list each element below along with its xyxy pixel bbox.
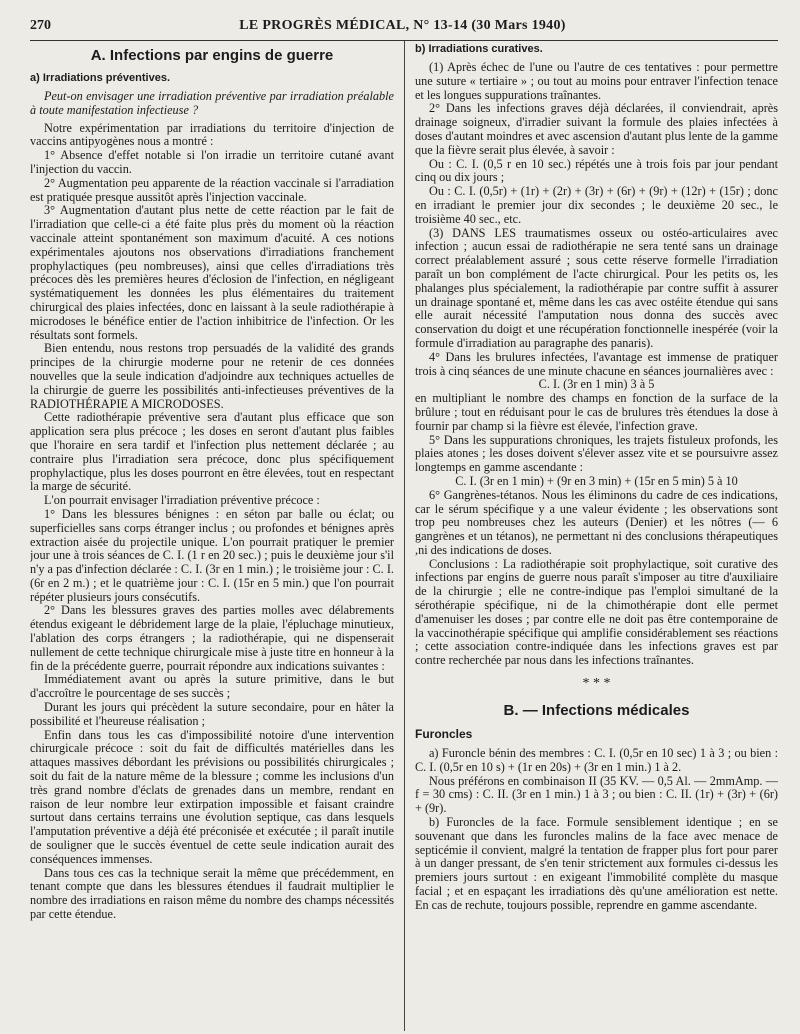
paragraph: 3° Augmentation d'autant plus nette de cette réaction par le fait de l'irradiation que celle-ci a été faite plus près du moment où la réaction vaccinale atteint spontanément son maximum d'acuité. A ces notions expérimentales ajoutons nos observations d'irradiations franchement prophylactiques (peu nombreuses), ainsi que celles d'irradiations très précoces dès les premières heures d'éclosion de l'infection, en négligeant systématiquement les données les plus élémentaires du traitement chirurgical des plaies infectées, donc en laissant à la seule radiothérapie à microdoses le bénéfice entier de l'action inhibitrice de l'infection. Or les résultats sont formels.	[30, 203, 394, 342]
two-column-body	[30, 41, 778, 1031]
paragraph: a) Furoncle bénin des membres : C. I. (0,5r en 10 sec) 1 à 3 ; ou bien : C. I. (0,5r en 10 s) + (1r en 20s) + (3r en 1 min.) 1 à 2.	[415, 746, 778, 774]
paragraph: 4° Dans les brulures infectées, l'avantage est immense de pratiquer trois à cinq séances de une minute chacune en séances journalières avec :	[415, 349, 778, 378]
dose-formula: Ou : C. I. (0,5 r en 10 sec.) répétés une à trois fois par jour pendant cinq ou dix jours ;	[415, 156, 778, 185]
section-title-b: B. — Infections médicales	[503, 702, 690, 720]
paragraph: Nous préférons en combinaison II (35 KV. — 0,5 Al. — 2mmAmp. — f = 30 cms) : C. II. (3r en 1 min.) 1 à 3 ; ou bien : C. II. (1r) + (3r) + (6r) + (9r).	[415, 773, 778, 816]
paragraph: Dans tous ces cas la technique serait la même que précédemment, en tenant compte que dans les blessures étendues il faudrait multiplier le nombre des irradiations en raison même du nombre des champs nécessités par cette étendue.	[30, 865, 394, 922]
subhead-furoncles: Furoncles	[415, 727, 473, 742]
right-column	[404, 41, 778, 1031]
paragraph: Cette radiothérapie préventive sera d'autant plus efficace que son application sera plus précoce ; les doses en seront d'autant plus faibles que l'horaire en sera tardif et l'infection plus nettement déclarée ; au contraire plus l'irradiation sera précoce, donc plus spécifiquement prophylactique, plus les doses pourront en être élevées, tout en respectant la marge de sécurité.	[30, 410, 394, 494]
paragraph: 2° Dans les infections graves déjà déclarées, il conviendrait, après drainage soigneux, d'irradier suivant la formule des plaies infectées à doses d'autant moindres et avec ascension d'autant plus lente de la gamme que la fièvre serait plus élevée, à savoir :	[415, 101, 778, 157]
page-number: 270	[30, 18, 51, 33]
paragraph: 1° Absence d'effet notable si l'on irradie un territoire cutané avant l'injection du vaccin.	[30, 148, 394, 176]
paragraph: 2° Augmentation peu apparente de la réaction vaccinale si l'arradiation est pratiquée presque aussitôt après l'injection vaccinale.	[30, 175, 394, 204]
dose-formula: C. I. (3r en 1 min) + (9r en 3 min) + (15r en 5 min) 5 à 10	[455, 473, 738, 488]
paragraph: Peut-on envisager une irradiation préventive par irradiation préalable à toute manifestation infectieuse ?	[30, 89, 394, 117]
paragraph: L'on pourrait envisager l'irradiation préventive précoce :	[44, 493, 320, 508]
subhead-curatives: b) Irradiations curatives.	[415, 43, 543, 55]
left-column	[30, 41, 404, 1031]
paragraph: b) Furoncles de la face. Formule sensiblement identique ; en se souvenant que dans les furoncles malins de la face avec menace de septicémie il convient, malgré la tentation de frapper plus fort pour parer à un danger pressant, de s'en tenir strictement aux formules ci-dessus les premiers jours surtout : en exigeant l'immobilité complète du masque facial ; et en espaçant les irradiations dès qu'une amélioration est nette. En cas de rechute, toujours possible, reprendre en gamme ascendante.	[415, 815, 778, 912]
paragraph: Enfin dans tous les cas d'impossibilité notoire d'une intervention chirurgicale précoce : soit du fait de difficultés matérielles dans les attaques massives débordant les prévisions ou possibilités chirurgicales ; soit du fait de la nature même de la blessure ; comme les inclusions d'un très grand nombre d'éclats de grenades dans un membre, rendant en raison de leur nombre leur extirpation impossible et faisant craindre surtout dans certains terrains une évolution septique, cas dans lesquels l'amputation préventive a déjà été préconisée et exécutée ; il paraît inutile de souligner que le succès éventuel de cette seule indication aurait des conséquences immenses.	[30, 727, 394, 866]
paragraph: 6° Gangrènes-tétanos. Nous les éliminons du cadre de ces indications, car le sérum spécifique y a une valeur évidente ; les observations sont trop peu nombreuses chez les auteurs (Denier) et les nôtres (— 6 gangrènes et un tétanos), ne permettant ni des conclusions thérapeutiques ,ni des indications de doses.	[415, 487, 778, 557]
paragraph: en multipliant le nombre des champs en fonction de la surface de la brûlure ; tout en réduisant pour le cas de brulures très étendues la dose à fournir par champ si la fièvre est élevée, l'infection grave.	[415, 391, 778, 433]
paragraph: 1° Dans les blessures bénignes : en séton par balle ou éclat; ou superficielles sans corps étranger inclus ; ou profondes et bénignes après extraction aisée du projectile unique. L'on pourrait pratiquer le premier jour une à trois séances de C. I. (1 r en 20 sec.) ; puis le deuxième jour s'il n'y a pas d'infection déclarée : C. I. (3r en 1 min.) ; le troisième jour : C. I. (6r en 2 m.) ; et le quatrième jour : C. I. (15r en 5 min.) que l'on pourrait répéter plusieurs jours consécutifs.	[30, 506, 394, 604]
paragraph: 5° Dans les suppurations chroniques, les trajets fistuleux profonds, les plaies atones ; les doses doivent s'élever assez vite et se poursuivre assez longtemps en gamme ascendante :	[415, 432, 778, 475]
running-head	[30, 18, 778, 38]
paragraph: 2° Dans les blessures graves des parties molles avec délabrements étendus exigeant le débridement large de la plaie, l'épluchage minutieux, l'ablation des corps étrangers ; la radiothérapie, qui ne dispenserait nullement de cette technique chirurgicale mise à juste titre en honneur à la fin de la précédente guerre, pourrait répondre aux indications suivantes :	[30, 603, 394, 673]
paragraph: (3) DANS LES traumatismes osseux ou ostéo-articulaires avec infection ; aucun essai de radiothérapie ne sera tenté sans un drainage correct préalablement assuré ; sous cette réserve formelle l'irradiation paraît un bon complément de l'acte chirurgical. Pour les petits os, les phalanges plus spécialement, la radiothérapie par contre suffit à assurer un drainage spontané et, même dans les cas avec ostéite étendue qui sans elle aurait nécessité l'amputation nous donna des succès avec conservation du doigt et une récupération fonctionnelle inespérée (voir la formule d'irradiation au paragraphe des panaris).	[415, 225, 778, 350]
paragraph: Notre expérimentation par irradiations du territoire d'injection de vaccins antipyogènes nous a montré :	[30, 120, 394, 149]
section-title-a: A. Infections par engins de guerre	[90, 47, 334, 64]
paragraph: Bien entendu, nous restons trop persuadés de la validité des grands principes de la chirurgie moderne pour ne retenir de ces données nouvelles que la seule indication d'adjoindre aux techniques actuelles de la chirurgie de guerre les possibilités anti-infectieuses préventives de la RADIOTHÉRAPIE A MICRODOSES.	[30, 341, 394, 411]
section-separator-stars: * * *	[582, 676, 611, 692]
dose-formula: Ou : C. I. (0,5r) + (1r) + (2r) + (3r) + (6r) + (9r) + (12r) + (15r) ; donc en irradiant le premier jour dix secondes ; le deuxième 20 sec., le troisième 40 sec., etc.	[415, 184, 778, 226]
paragraph: Immédiatement avant ou après la suture primitive, dans le but d'accroître le pourcentage de ses succès ;	[30, 672, 394, 701]
journal-title: LE PROGRÈS MÉDICAL, N° 13-14 (30 Mars 1940)	[239, 18, 566, 33]
subhead-preventives: a) Irradiations préventives.	[30, 72, 170, 84]
dose-formula: C. I. (3r en 1 min) 3 à 5	[538, 377, 655, 392]
conclusions-paragraph: Conclusions : La radiothérapie soit prophylactique, soit curative des infections par engins de guerre nous paraît s'imposer au titre d'auxiliaire de la chirurgie ; elle ne contre-indique pas l'emploi simultané de la sérothérapie spécifique, ni de la chimothérapie dont elle permet d'amenuiser les doses ; par contre elle ne doit pas être contemporaine de la vaccinothérapie spécifique qui amplifie considérablement ses réactions ; cette association contre-indiquée dans les infections graves est par contre recherchée par nous dans les infections traînantes.	[415, 556, 778, 668]
paragraph: Durant les jours qui précèdent la suture secondaire, pour en hâter la possibilité et l'heureuse réalisation ;	[30, 700, 394, 728]
paragraph: (1) Après échec de l'une ou l'autre de ces tentatives : pour permettre une suture « tertiaire » ; ou tout au moins pour entraver l'infection tenace et les longues suppurations traînantes.	[415, 60, 778, 102]
